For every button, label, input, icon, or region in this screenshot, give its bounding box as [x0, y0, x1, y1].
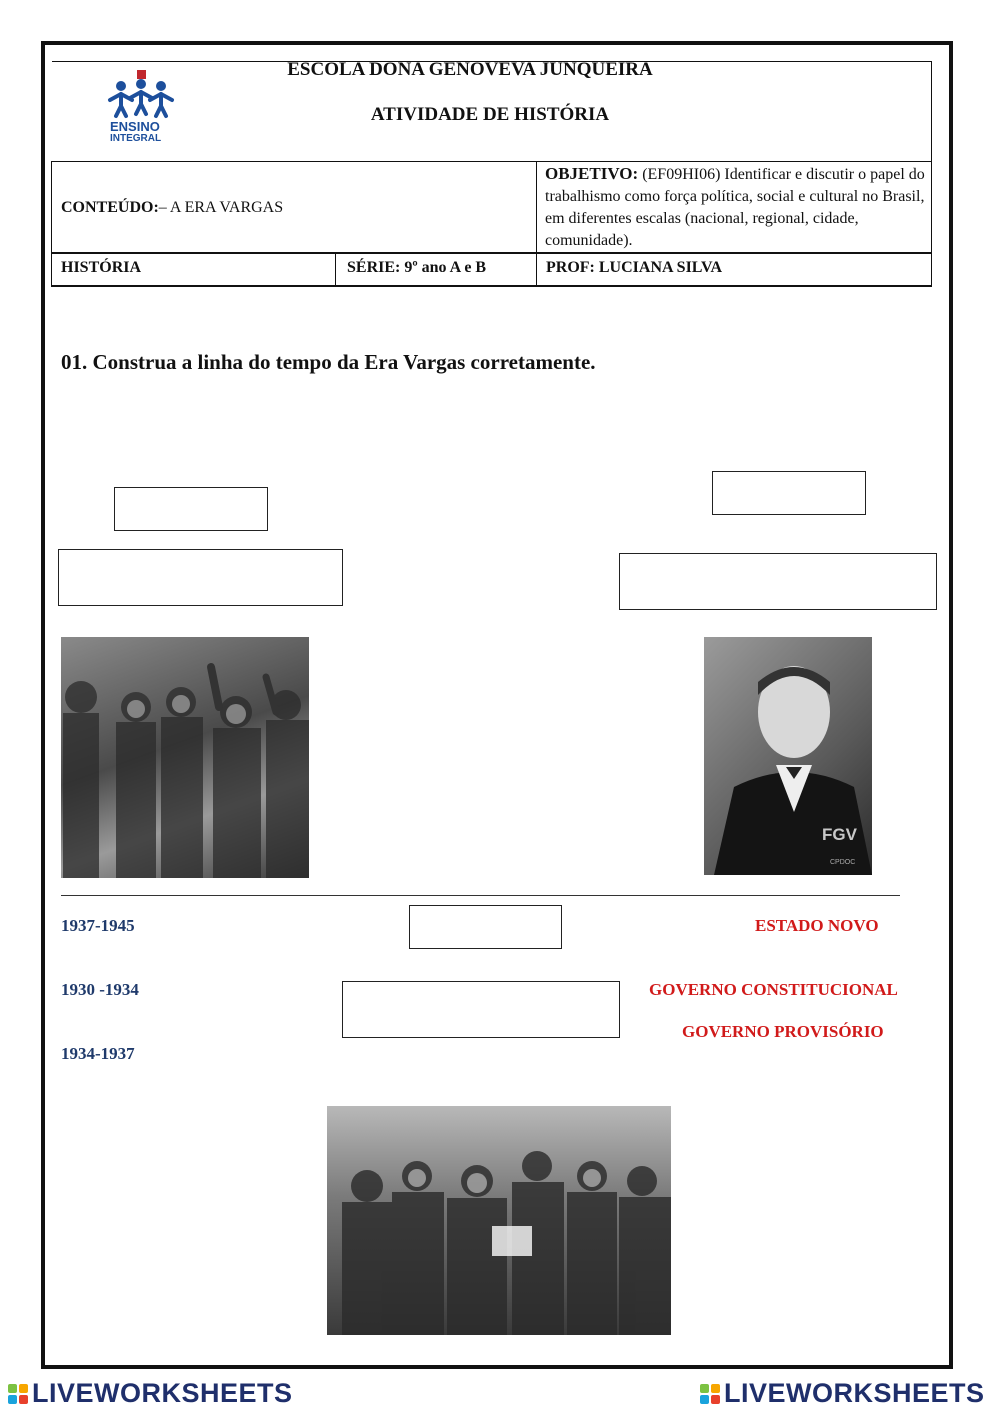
header-col-divider-2: [335, 252, 336, 287]
answer-box-period-bottom[interactable]: [342, 981, 620, 1038]
grade-cell: SÉRIE: 9º ano A e B: [347, 259, 487, 276]
activity-title: ATIVIDADE DE HISTÓRIA: [370, 104, 610, 125]
liveworksheets-icon: [8, 1384, 28, 1404]
question-title: 01. Construa a linha do tempo da Era Vargas corretamente.: [61, 350, 596, 374]
answer-box-year-bottom[interactable]: [409, 905, 562, 949]
footer-right-text: LIVEWORKSHEETS: [724, 1378, 985, 1408]
logo-text-ensino: ENSINO: [110, 119, 160, 134]
logo-text-integral: INTEGRAL: [110, 133, 162, 144]
photo-revolution-1930: [61, 637, 309, 878]
photo-speech-crowd: [327, 1106, 671, 1335]
year-1937-1945[interactable]: 1937-1945: [61, 916, 135, 935]
timeline-divider: [61, 895, 900, 896]
footer-left-text: LIVEWORKSHEETS: [32, 1378, 293, 1408]
answer-box-year-left[interactable]: [114, 487, 268, 531]
period-governo-constitucional[interactable]: GOVERNO CONSTITUCIONAL: [649, 980, 898, 999]
content-cell: [61, 199, 283, 217]
fgv-watermark: FGV: [822, 825, 857, 844]
cpdoc-watermark: CPDOC: [830, 859, 856, 866]
header-row1-line: [52, 161, 932, 162]
content-label: CONTEÚDO:: [61, 199, 159, 216]
year-1934-1937[interactable]: 1934-1937: [61, 1044, 135, 1063]
content-value: – A ERA VARGAS: [158, 199, 284, 216]
year-1930-1934[interactable]: 1930 -1934: [61, 980, 139, 999]
period-governo-provisorio[interactable]: GOVERNO PROVISÓRIO: [682, 1022, 884, 1041]
subject-cell: HISTÓRIA: [61, 259, 142, 276]
photo-vargas-portrait: [704, 637, 872, 875]
objective-value: (EF09HI06) Identificar e discutir o papel do trabalhismo como força política, social e cultural no Brasil, em diferentes escalas (nacional, regional, cidade, comunidade).: [545, 166, 925, 249]
teacher-cell: PROF: LUCIANA SILVA: [546, 259, 723, 276]
header-left-line: [51, 161, 52, 287]
objective-label: OBJETIVO:: [545, 164, 639, 183]
school-logo: [58, 62, 220, 160]
answer-box-period-right[interactable]: [619, 553, 937, 610]
period-estado-novo[interactable]: ESTADO NOVO: [755, 916, 879, 935]
header-col-divider: [536, 161, 537, 287]
header-right-line: [931, 61, 932, 287]
header-bottom-line: [52, 285, 932, 287]
answer-box-year-right[interactable]: [712, 471, 866, 515]
answer-box-period-left[interactable]: [58, 549, 343, 606]
objective-cell: [545, 163, 925, 252]
footer-logo-right: [700, 1378, 985, 1409]
header-row2-line: [52, 252, 932, 254]
liveworksheets-icon: [700, 1384, 720, 1404]
footer-logo-left: [8, 1378, 293, 1409]
school-name: ESCOLA DONA GENOVEVA JUNQUEIRA: [287, 59, 653, 80]
